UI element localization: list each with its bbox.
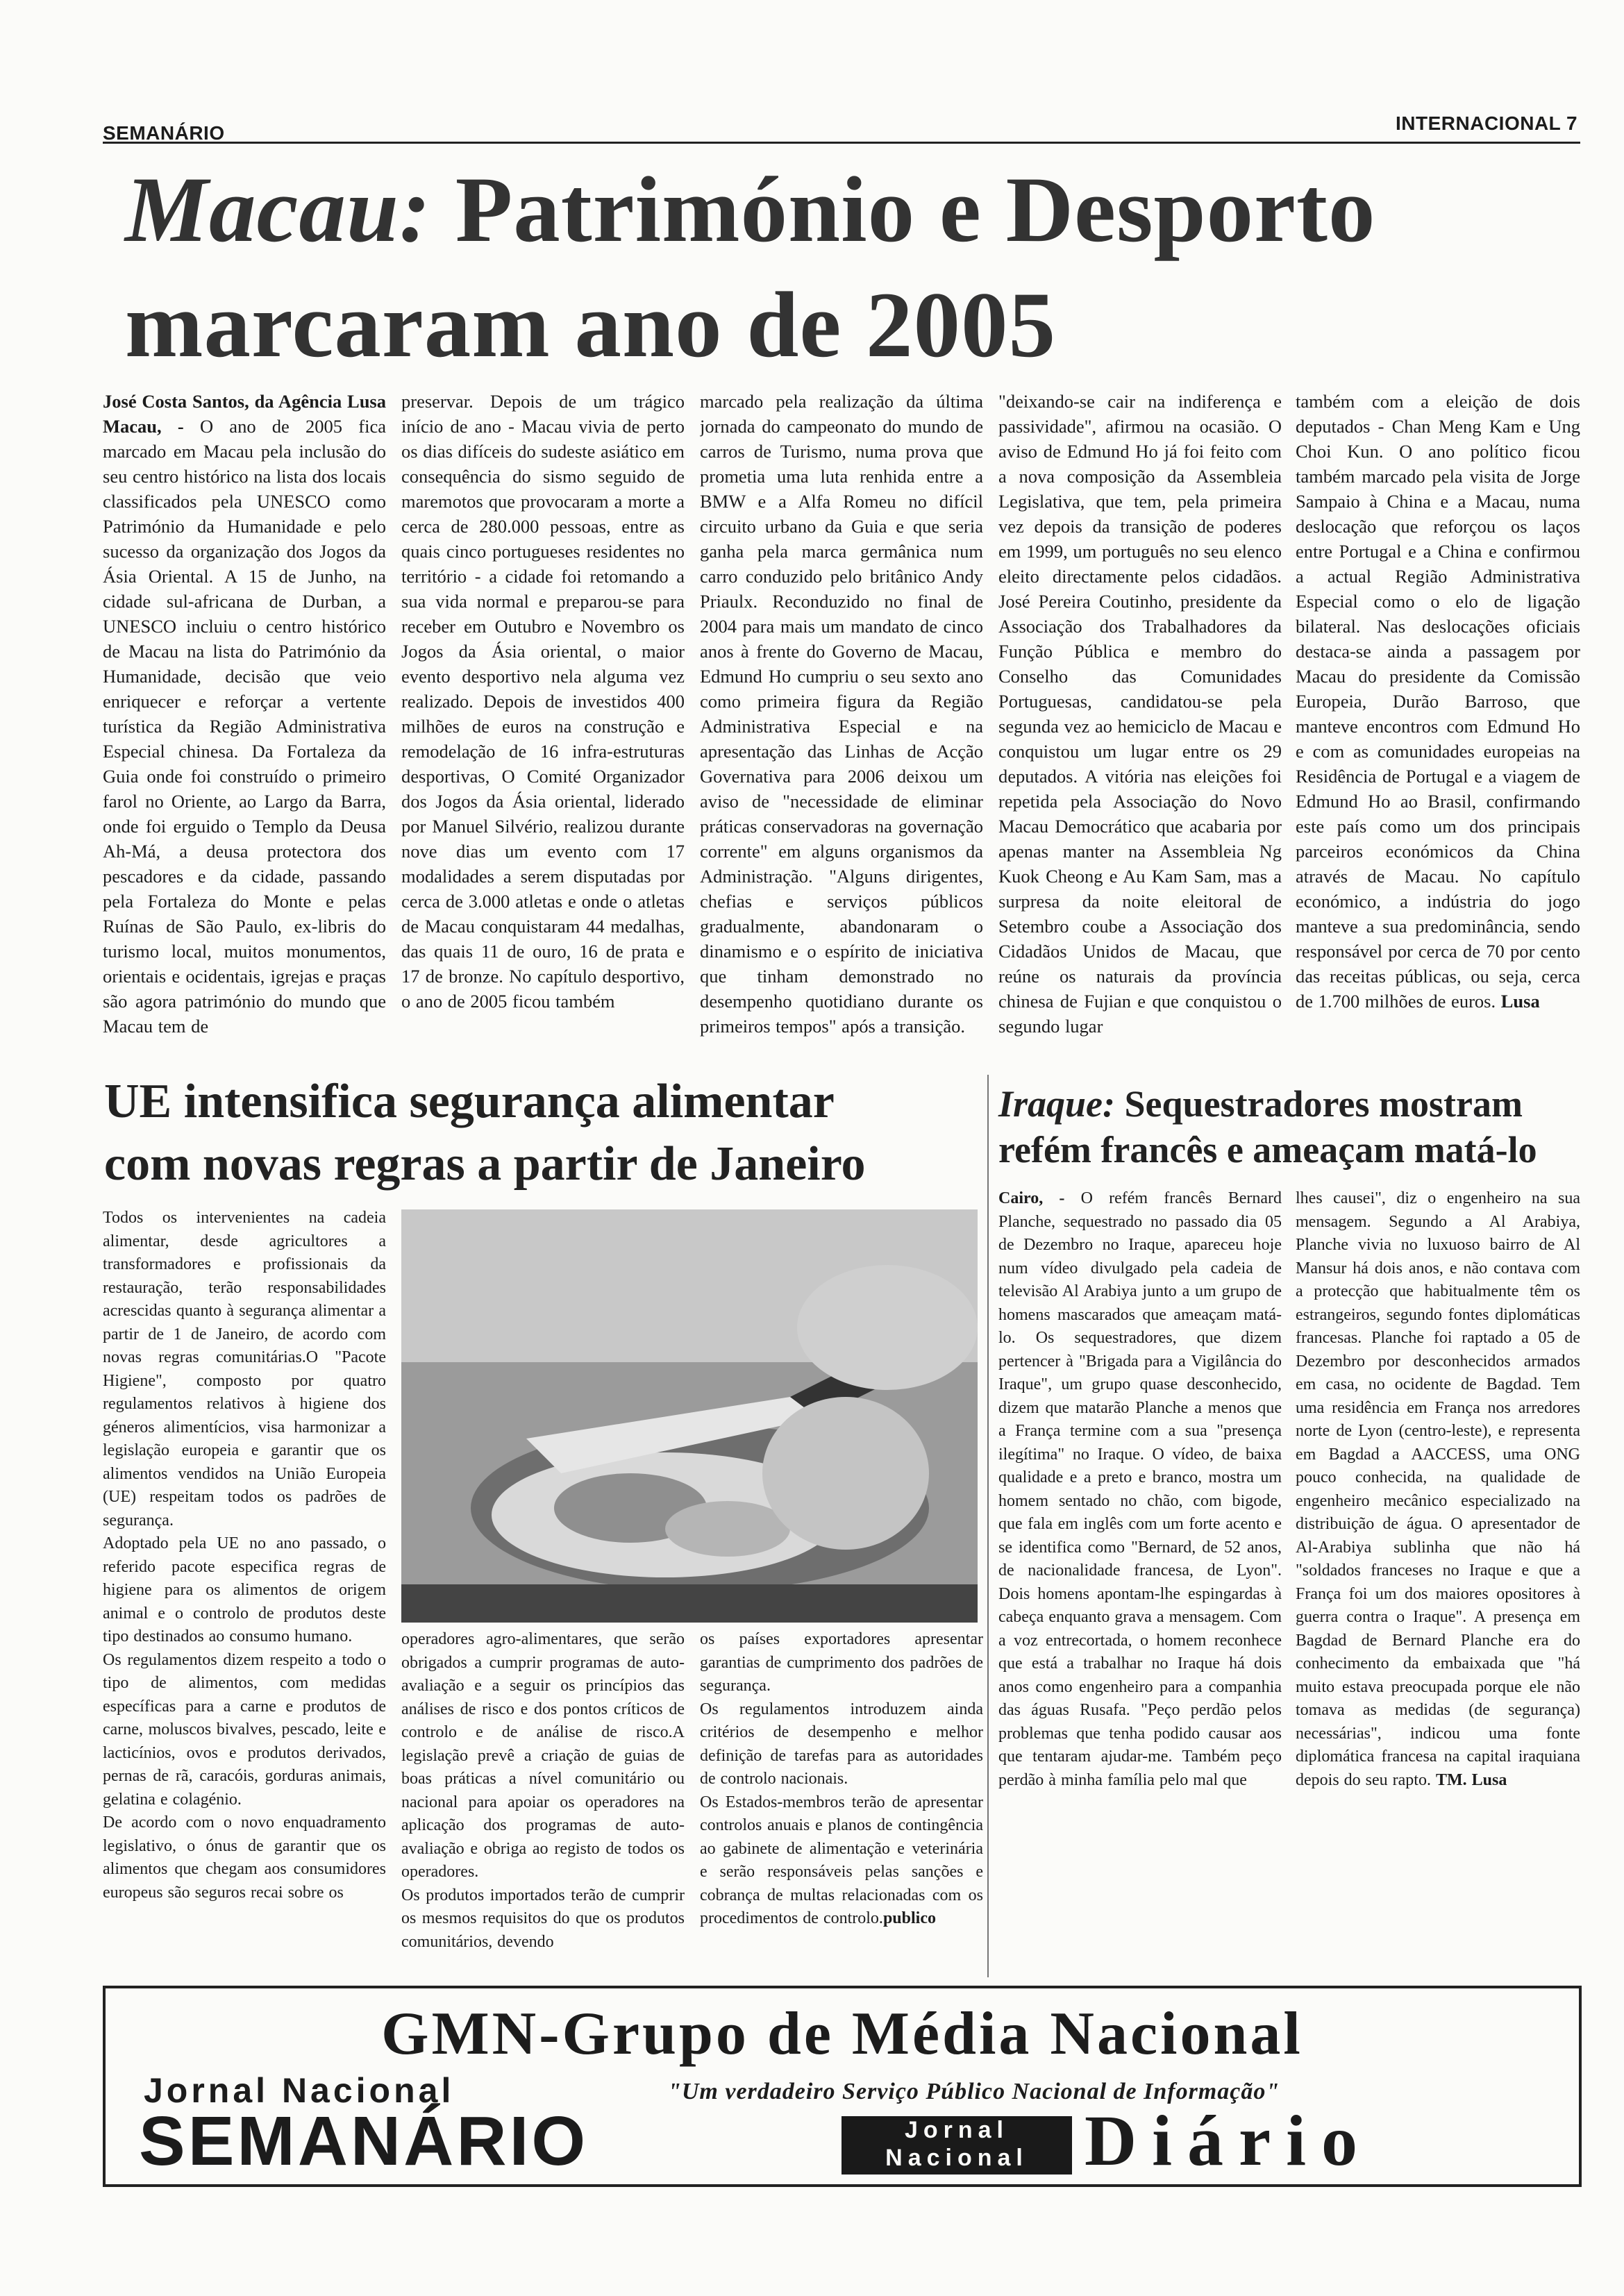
- column-divider: [987, 1075, 989, 1977]
- ad-jornal-nacional: Jornal Nacional: [144, 2071, 455, 2110]
- iraque-col1-text: O refém francês Bernard Planche, sequestrado no passado dia 05 de Dezembro no Iraque, apareceu hoje num vídeo divulgado pela cadeia de televisão Al Arabiya junto a um grupo de homens mascarados que ameaçam matá-lo. Os sequestradores, que dizem pertencer à "Brigada para a Vigilância do Iraque", um grupo quase desconhecido, dizem que matarão Planche a menos que a França termine com a sua "presença ilegítima" no Iraque. O vídeo, de baixa qualidade e a preto e branco, mostra um homem sentado no chão, com bigode, que fala em inglês com um forte acento e se identifica como "Bernard, de 52 anos, de nacionalidade francesa, de Lyon". Dois homens apontam-lhe espingardas à cabeça enquanto grava a mensagem. Com a voz entrecortada, o homem reconhece que está a trabalhar no Iraque há dois anos como engenheiro para a companhia das águas Rusafa. "Peço perdão pelos problemas que tenha podido causar aos que tentaram ajudar-me. Também peço perdão à minha família pelo mal que: [998, 1189, 1282, 1789]
- gmn-advert: [103, 1986, 1582, 2187]
- lead-column-5: [1296, 389, 1580, 1069]
- section-right-label: INTERNACIONAL 7: [1396, 112, 1578, 134]
- section-left-label: SEMANÁRIO: [103, 122, 225, 144]
- iraque-headline-italic: Iraque:: [998, 1083, 1116, 1125]
- iraque-col2-text: lhes causei", diz o engenheiro na sua mensagem. Segundo a Al Arabiya, Planche vivia no luxuoso bairro de Al Mansur há dois anos, e não contava com a protecção que habitualmente têm os estrangeiros, segundo fontes diplomáticas francesas. Planche foi raptado a 05 de Dezembro por desconhecidos armados em casa, no ocidente de Bagdad. Tem uma residência em França nos arredores norte de Lyon (centro-leste), e representa em Bagdad a AACCESS, uma ONG pouco conhecida, na qualidade de engenheiro mecânico especializado na distribuição de água. O apresentador de Al-Arabiya sublinha que não há "soldados franceses no Iraque e que a França foi um dos maiores opositores à guerra contra o Iraque". A presença em Bagdad de Bernard Planche era do conhecimento da embaixada que "há muito estava preocupada porque ele não tomava as medidas (de segurança) necessárias", indicou uma fonte diplomática francesa na capital iraquiana depois do seu rapto.: [1296, 1189, 1580, 1789]
- lead-column-3: marcado pela realização da última jornada do campeonato do mundo de carros de Turismo, numa prova que prometia uma luta renhida entre a BMW e a Alfa Romeu no difícil circuito urbano da Guia e que seria ganha pela marca germânica num carro conduzido pelo britânico Andy Priaulx. Reconduzido no final de 2004 para mais um mandato de cinco anos à frente do Governo de Macau, Edmund Ho cumpriu o seu sexto ano como primeira figura da Região Administrativa Especial e na apresentação das Linhas de Acção Governativa para 2006 deixou um aviso de "necessidade de eliminar práticas conservadoras na governação corrente" em alguns organismos da Administração. "Alguns dirigentes, chefias e serviços públicos gradualmente, abandonaram o dinamismo e o espírito de iniciativa que tinham demonstrado no desempenho quotidiano durante os primeiros tempos" após a transição.: [700, 391, 983, 1037]
- ad-group-name: GMN-Grupo de Média Nacional: [381, 2000, 1303, 2068]
- lead-column-4: "deixando-se cair na indiferença e passividade", afirmou na ocasião. O aviso de Edmund Ho já foi feito com a nova composição da Assembleia Legislativa, que tem, pela primeira vez depois da transição de poderes em 1999, um português no seu elenco eleito directamente pelos cidadãos. José Pereira Coutinho, presidente da Associação dos Trabalhadores da Função Pública e membro do Conselho das Comunidades Portuguesas, candidatou-se pela segunda vez ao hemiciclo de Macau e conquistou um lugar entre os 29 deputados. A vitória nas eleições foi repetida pela Associação do Novo Macau Democrático que acabaria por apenas manter na Assembleia Ng Kuok Cheong e Au Kam Sam, mas a surpresa da noite eleitoral de Setembro coube a Associação dos Cidadãos Unidos de Macau, que reúne os naturais da província chinesa de Fujian e que conquistou o segundo lugar: [998, 391, 1282, 1037]
- badge-jornal: Jornal: [904, 2117, 1010, 2143]
- ue-column-3: [700, 1628, 983, 1979]
- iraque-column-2: [1296, 1187, 1580, 1979]
- ue-headline-line2: com novas regras a partir de Janeiro: [104, 1137, 866, 1191]
- ue-col2-para1: operadores agro-alimentares, que serão obrigados a cumprir programas de auto-avaliação e a seguir os princípios das análises de risco e dos pontos críticos de controlo e de análise de risco.A legislação prevê a criação de guias de boas práticas a nível comunitário ou nacional para apoiar os operadores na aplicação dos programas de auto-avaliação e obriga ao registo de todos os operadores.: [401, 1630, 685, 1881]
- iraque-headline-line2: refém francês e ameaçam matá-lo: [998, 1129, 1537, 1171]
- iraque-dateline: Cairo, -: [998, 1189, 1065, 1207]
- ue-col1-para1: Todos os intervenientes na cadeia alimentar, desde agricultores a transformadores e profissionais da restauração, terão responsabilidades acrescidas quanto à segurança alimentar a partir de 1 de Janeiro, de acordo com novas regras comunitárias.O "Pacote Higiene", composto por quatro regulamentos relativos à higiene dos géneros alimentícios, visa harmonizar a legislação europeia e garantir que os alimentos vendidos na União Europeia (UE) respeitam todos os padrões de segurança.: [103, 1209, 386, 1530]
- lead-headline-rest: Património e Desporto: [455, 158, 1376, 262]
- lead-headline-line1: [125, 158, 1583, 262]
- ue-col2-para2: Os produtos importados terão de cumprir os mesmos requisitos do que os produtos comunitários, devendo: [401, 1886, 685, 1951]
- ue-col1-para3: Os regulamentos dizem respeito a todo o tipo de alimentos, com medidas específicas para a carne e produtos de carne, moluscos bivalves, pescado, leite e lacticínios, ovos e produtos derivados, pernas de rã, caracóis, gorduras animais, gelatina e colagénio.: [103, 1650, 386, 1809]
- ad-diario-logo: Diário: [1085, 2101, 1373, 2181]
- ue-col3-text: Os Estados-membros terão de apresentar controlos anuais e planos de contingência ao gabinete de alimentação e veterinária e serão responsáveis pelas sanções e cobrança de multas relacionadas com os procedimentos de controlo.: [700, 1793, 983, 1927]
- ue-col1-para4: De acordo com o novo enquadramento legislativo, o ónus de garantir que os alimentos que chegam aos consumidores europeus são seguros recai sobre os: [103, 1813, 386, 1902]
- iraque-headline-line1: [998, 1083, 1523, 1125]
- lead-signoff: Lusa: [1500, 991, 1540, 1012]
- lead-col5-text: também com a eleição de dois deputados - Chan Meng Kam e Ung Choi Kun. O ano político ficou também marcado pela visita de Jorge Sampaio à China e a Macau, numa deslocação que reforçou os laços entre Portugal e a China e confirmou a actual Região Administrativa Especial como o elo de ligação bilateral. Nas deslocações oficiais destaca-se ainda a passagem por Macau do presidente da Comissão Europeia, Durão Barroso, que manteve encontros com Edmund Ho e com as comunidades europeias na Residência de Portugal e a viagem de Edmund Ho ao Brasil, confirmando este país como um dos principais parceiros económicos da China através de Macau. No capítulo económico, a indústria do jogo manteve a sua predominância, sendo responsável por cerca de 70 por cento das receitas públicas, ou seja, cerca de 1.700 milhões de euros.: [1296, 391, 1580, 1012]
- ue-col3-para3: [700, 1791, 983, 1931]
- lead-column-2: preservar. Depois de um trágico início de ano - Macau vivia de perto os dias difíceis do sudeste asiático em consequência do sismo seguido de maremotos que provocaram a morte a cerca de 280.000 pessoas, entre as quais cinco portugueses residentes no território - a cidade foi retomando a sua vida normal e preparou-se para receber em Outubro e Novembro os Jogos da Ásia oriental, o maior evento desportivo nela alguma vez realizado. Depois de investidos 400 milhões de euros na construção e remodelação de 16 infra-estruturas desportivas, O Comité Organizador dos Jogos da Ásia oriental, liderado por Manuel Silvério, realizou durante nove dias um evento com 17 modalidades a serem disputadas por cerca de 3.000 atletas e onde o atletas de Macau conquistaram 44 medalhas, das quais 11 de ouro, 16 de prata e 17 de bronze. No capítulo desportivo, o ano de 2005 ficou também: [401, 391, 685, 1012]
- ad-slogan: "Um verdadeiro Serviço Público Nacional de Informação": [668, 2079, 1280, 2104]
- lead-byline: José Costa Santos, da Agência Lusa Macau, -: [103, 391, 386, 437]
- lead-headline-italic: Macau:: [125, 158, 431, 262]
- ue-col3-para1: os países exportadores apresentar garantias de cumprimento dos padrões de segurança.: [700, 1630, 983, 1695]
- ue-col3-para2: Os regulamentos introduzem ainda critérios de desempenho e melhor definição de tarefas para as autoridades de controlo nacionais.: [700, 1700, 983, 1788]
- badge-nacional: Nacional: [885, 2145, 1028, 2171]
- ue-photo: [401, 1209, 978, 1623]
- iraque-column-1: [998, 1187, 1282, 1979]
- lead-column-1: [103, 389, 386, 1069]
- header-rule: [103, 142, 1580, 144]
- ad-jornal-nacional-badge: [842, 2116, 1072, 2175]
- ue-headline-line1: UE intensifica segurança alimentar: [104, 1075, 835, 1128]
- ad-semanario-logo: SEMANÁRIO: [139, 2102, 589, 2180]
- meat-cutting-image: [401, 1209, 978, 1623]
- lead-col1-text: O ano de 2005 fica marcado em Macau pela inclusão do seu centro histórico na lista dos locais classificados pela UNESCO como Património da Humanidade e pelo sucesso da organização dos Jogos da Ásia Oriental. A 15 de Junho, na cidade sul-africana de Durban, a UNESCO incluiu o centro histórico de Macau na lista do Património da Humanidade, decisão que veio enriquecer e reforçar a vertente turística da Região Administrativa Especial chinesa. Da Fortaleza da Guia onde foi construído o primeiro farol no Oriente, ao Largo da Barra, onde foi erguido o Templo da Deusa Ah-Má, a deusa protectora dos pescadores e da cidade, passando pela Fortaleza do Monte e pelas Ruínas de São Paulo, ex-libris do turismo local, muitos monumentos, orientais e ocidentais, igrejas e praças são agora património do mundo que Macau tem de: [103, 416, 386, 1037]
- iraque-headline-rest: Sequestradores mostram: [1124, 1083, 1523, 1125]
- ue-signoff: publico: [882, 1909, 936, 1927]
- lead-headline-line2: marcaram ano de 2005: [125, 274, 1057, 377]
- ue-col1-para2: Adoptado pela UE no ano passado, o referido pacote especifica regras de higiene para os alimentos de origem animal e o controlo de produtos deste tipo destinados ao consumo humano.: [103, 1534, 386, 1645]
- ue-column-1: [103, 1207, 386, 1979]
- iraque-signoff: TM. Lusa: [1435, 1770, 1507, 1789]
- ue-column-2: [401, 1628, 685, 1979]
